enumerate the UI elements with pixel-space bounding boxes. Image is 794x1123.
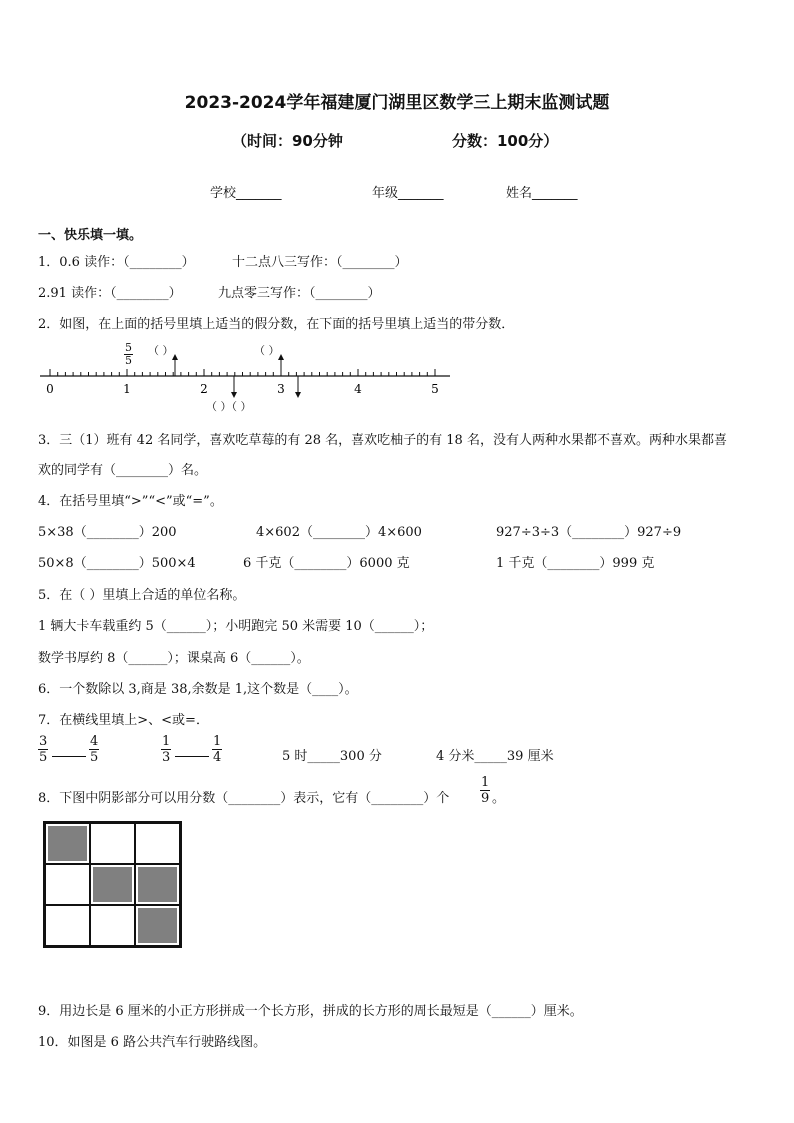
q4-r2c3: 1 千克（________）999 克 (496, 556, 655, 571)
q7-d: 4 分米_____39 厘米 (436, 749, 554, 764)
page-title: 2023-2024学年福建厦门湖里区数学三上期末监测试题 (184, 93, 610, 113)
school-field[interactable]: 学校_______ (210, 186, 282, 201)
q1-d: 九点零三写作：（________） (218, 286, 381, 301)
q2-frac-den: 5 (125, 354, 132, 367)
q1-c: 2.91 读作：（________） (38, 286, 182, 301)
q7-c: 5 时_____300 分 (282, 749, 382, 764)
q3-line2: 欢的同学有（________）名。 (38, 463, 208, 478)
tick-label: 2 (200, 382, 208, 396)
tick-label: 3 (277, 382, 285, 396)
tick-label: 4 (354, 382, 362, 396)
frac-den: 4 (213, 750, 222, 765)
grid-cell-shaded (45, 823, 90, 864)
q4-text: 4．在括号里填“>”“<”或“=”。 (38, 494, 223, 509)
q7-frac-3-5 (38, 734, 48, 765)
q2-fraction (124, 342, 133, 367)
shaded-grid (43, 821, 182, 948)
tick-label: 1 (123, 382, 131, 396)
q7-frac-1-3 (161, 734, 171, 765)
q2-top-paren-2[interactable]: （ ） (254, 344, 280, 357)
frac-den: 3 (162, 750, 171, 765)
exam-time: （时间：90分钟 (232, 132, 343, 150)
exam-score: 分数：100分） (452, 132, 559, 150)
section-heading: 一、快乐填一填。 (38, 228, 143, 243)
tick-label: 5 (431, 382, 439, 396)
q8-text: 8．下图中阴影部分可以用分数（________）表示，它有（________）个 (38, 791, 450, 806)
q4-r1c2: 4×602（________）4×600 (256, 525, 422, 540)
q9-text: 9．用边长是 6 厘米的小正方形拼成一个长方形，拼成的长方形的周长最短是（______）厘米。 (38, 1004, 583, 1019)
q2-top-paren-1[interactable]: （ ） (148, 344, 174, 357)
frac-num: 4 (90, 734, 99, 749)
q4-r1c3: 927÷3÷3（________）927÷9 (496, 525, 682, 540)
q10-text: 10．如图是 6 路公共汽车行驶路线图。 (38, 1035, 267, 1050)
frac-num: 3 (39, 734, 48, 749)
q6-text: 6．一个数除以 3,商是 38,余数是 1,这个数是（____）。 (38, 682, 358, 697)
q4-r1c1: 5×38（________）200 (38, 525, 177, 540)
grid-cell-shaded (135, 905, 180, 946)
grid-cell (45, 905, 90, 946)
frac-den: 5 (90, 750, 99, 765)
frac-num: 1 (162, 734, 171, 749)
grade-field[interactable]: 年级_______ (372, 186, 444, 201)
q7-blank-1[interactable] (52, 756, 86, 757)
q5-line1: 1 辆大卡车载重约 5（______）；小明跑完 50 米需要 10（______）； (38, 619, 434, 634)
name-field[interactable]: 姓名_______ (506, 186, 578, 201)
q5-text: 5．在（ ）里填上合适的单位名称。 (38, 588, 246, 603)
frac-num: 1 (213, 734, 222, 749)
q7-blank-2[interactable] (175, 756, 209, 757)
grid-cell (90, 905, 135, 946)
q1-a: 1．0.6 读作：（________） (38, 255, 195, 270)
q8-frac-num: 1 (481, 775, 490, 790)
q1-b: 十二点八三写作：（________） (232, 255, 408, 270)
tick-label: 0 (46, 382, 54, 396)
q3-line1: 3．三（1）班有 42 名同学，喜欢吃草莓的有 28 名，喜欢吃柚子的有 18 名，没有人两种水果都不喜欢。两种水果都喜 (38, 433, 727, 448)
grid-cell (135, 823, 180, 864)
grid-cell-shaded (135, 864, 180, 905)
q4-r2c1: 50×8（________）500×4 (38, 556, 196, 571)
q7-text: 7．在横线里填上>、<或=． (38, 713, 209, 728)
grid-cell-shaded (90, 864, 135, 905)
q8-frac-den: 9 (481, 791, 490, 806)
q7-frac-1-4 (212, 734, 222, 765)
grid-cell (90, 823, 135, 864)
q2-text: 2．如图，在上面的括号里填上适当的假分数，在下面的括号里填上适当的带分数． (38, 317, 515, 332)
q4-r2c2: 6 千克（________）6000 克 (243, 556, 410, 571)
q8-fraction (480, 775, 490, 806)
q5-line2: 数学书厚约 8（______）；课桌高 6（______）。 (38, 651, 310, 666)
q7-frac-4-5 (89, 734, 99, 765)
frac-den: 5 (39, 750, 48, 765)
q2-bottom-paren[interactable]: （ ）（ ） (206, 400, 252, 413)
grid-cell (45, 864, 90, 905)
q8-end: 。 (492, 791, 506, 806)
q2-frac-num: 5 (125, 341, 132, 354)
